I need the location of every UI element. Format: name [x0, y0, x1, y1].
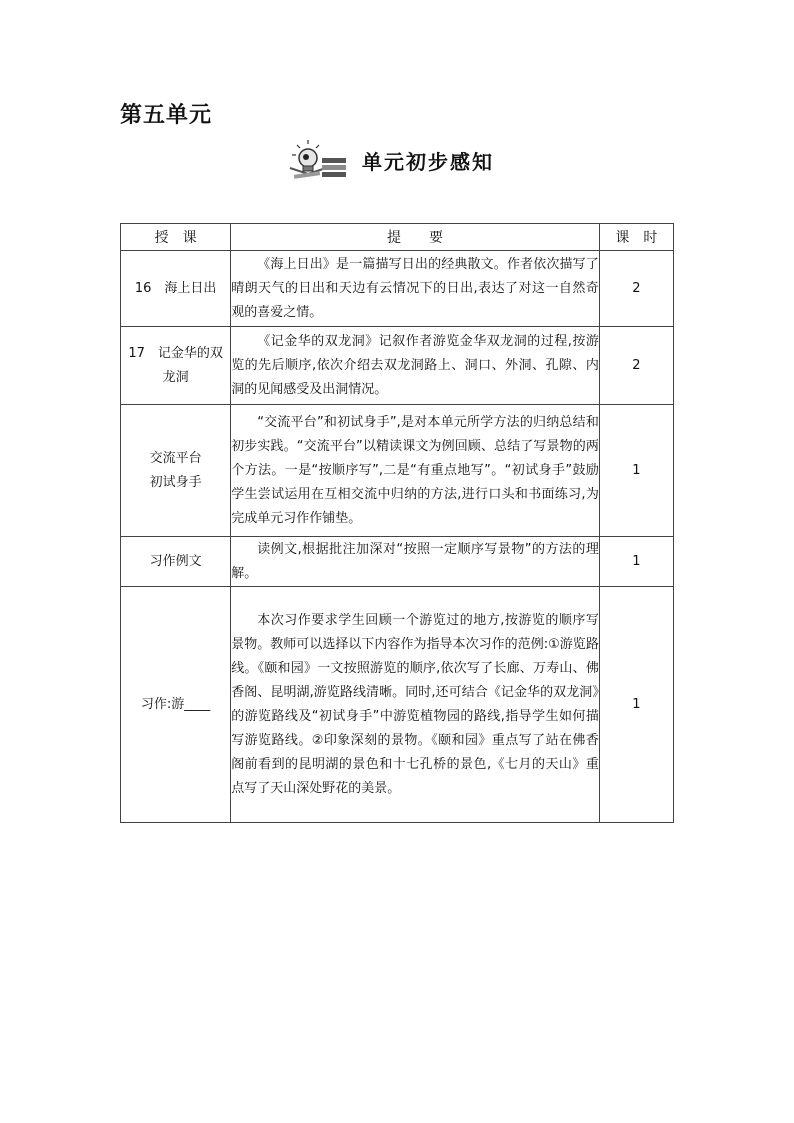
- hours-cell: 1: [599, 587, 673, 823]
- table-row: [121, 251, 674, 327]
- table-row: [121, 405, 674, 537]
- header-hours: 课 时: [599, 224, 673, 251]
- section-title: 单元初步感知: [362, 149, 494, 174]
- summary-cell: 读例文,根据批注加深对“按照一定顺序写景物”的方法的理解。: [231, 537, 600, 587]
- hours-cell: 1: [599, 405, 673, 537]
- lesson-cell: 17 记金华的双 龙洞: [121, 327, 231, 405]
- hours-cell: 2: [599, 327, 673, 405]
- summary-cell: 《海上日出》是一篇描写日出的经典散文。作者依次描写了晴朗天气的日出和天边有云情况下的日出,表达了对这一自然奇观的喜爱之情。: [231, 251, 600, 327]
- lightbulb-books-icon: [288, 138, 350, 182]
- lesson-cell: 16 海上日出: [121, 251, 231, 327]
- table-row: [121, 537, 674, 587]
- unit-title: 第五单元: [120, 103, 213, 128]
- summary-cell: 《记金华的双龙洞》记叙作者游览金华双龙洞的过程,按游览的先后顺序,依次介绍去双龙洞路上、洞口、外洞、孔隙、内洞的见闻感受及出洞情况。: [231, 327, 600, 405]
- section-heading: [288, 138, 494, 182]
- lesson-cell: 习作:游____: [121, 587, 231, 823]
- table-row: [121, 587, 674, 823]
- table-row: [121, 327, 674, 405]
- summary-cell: 本次习作要求学生回顾一个游览过的地方,按游览的顺序写景物。教师可以选择以下内容作为指导本次习作的范例:①游览路线。《颐和园》一文按照游览的顺序,依次写了长廊、万寿山、佛香阁、昆明湖,游览路线清晰。同时,还可结合《记金华的双龙洞》的游览路线及“初试身手”中游览植物园的路线,指导学生如何描写游览路线。②印象深刻的景物。《颐和园》重点写了站在佛香阁前看到的昆明湖的景色和十七孔桥的景色,《七月的天山》重点写了天山深处野花的美景。: [231, 587, 600, 823]
- lesson-cell: 习作例文: [121, 537, 231, 587]
- header-lesson: 授 课: [121, 224, 231, 251]
- lesson-plan-table: [120, 223, 674, 823]
- summary-cell: “交流平台”和初试身手”,是对本单元所学方法的归纳总结和初步实践。“交流平台”以精读课文为例回顾、总结了写景物的两个方法。一是“按顺序写”,二是“有重点地写”。“初试身手”鼓励学生尝试运用在互相交流中归纳的方法,进行口头和书面练习,为完成单元习作作铺垫。: [231, 405, 600, 537]
- header-summary: 提 要: [231, 224, 600, 251]
- hours-cell: 2: [599, 251, 673, 327]
- table-header-row: [121, 224, 674, 251]
- lesson-cell: 交流平台 初试身手: [121, 405, 231, 537]
- hours-cell: 1: [599, 537, 673, 587]
